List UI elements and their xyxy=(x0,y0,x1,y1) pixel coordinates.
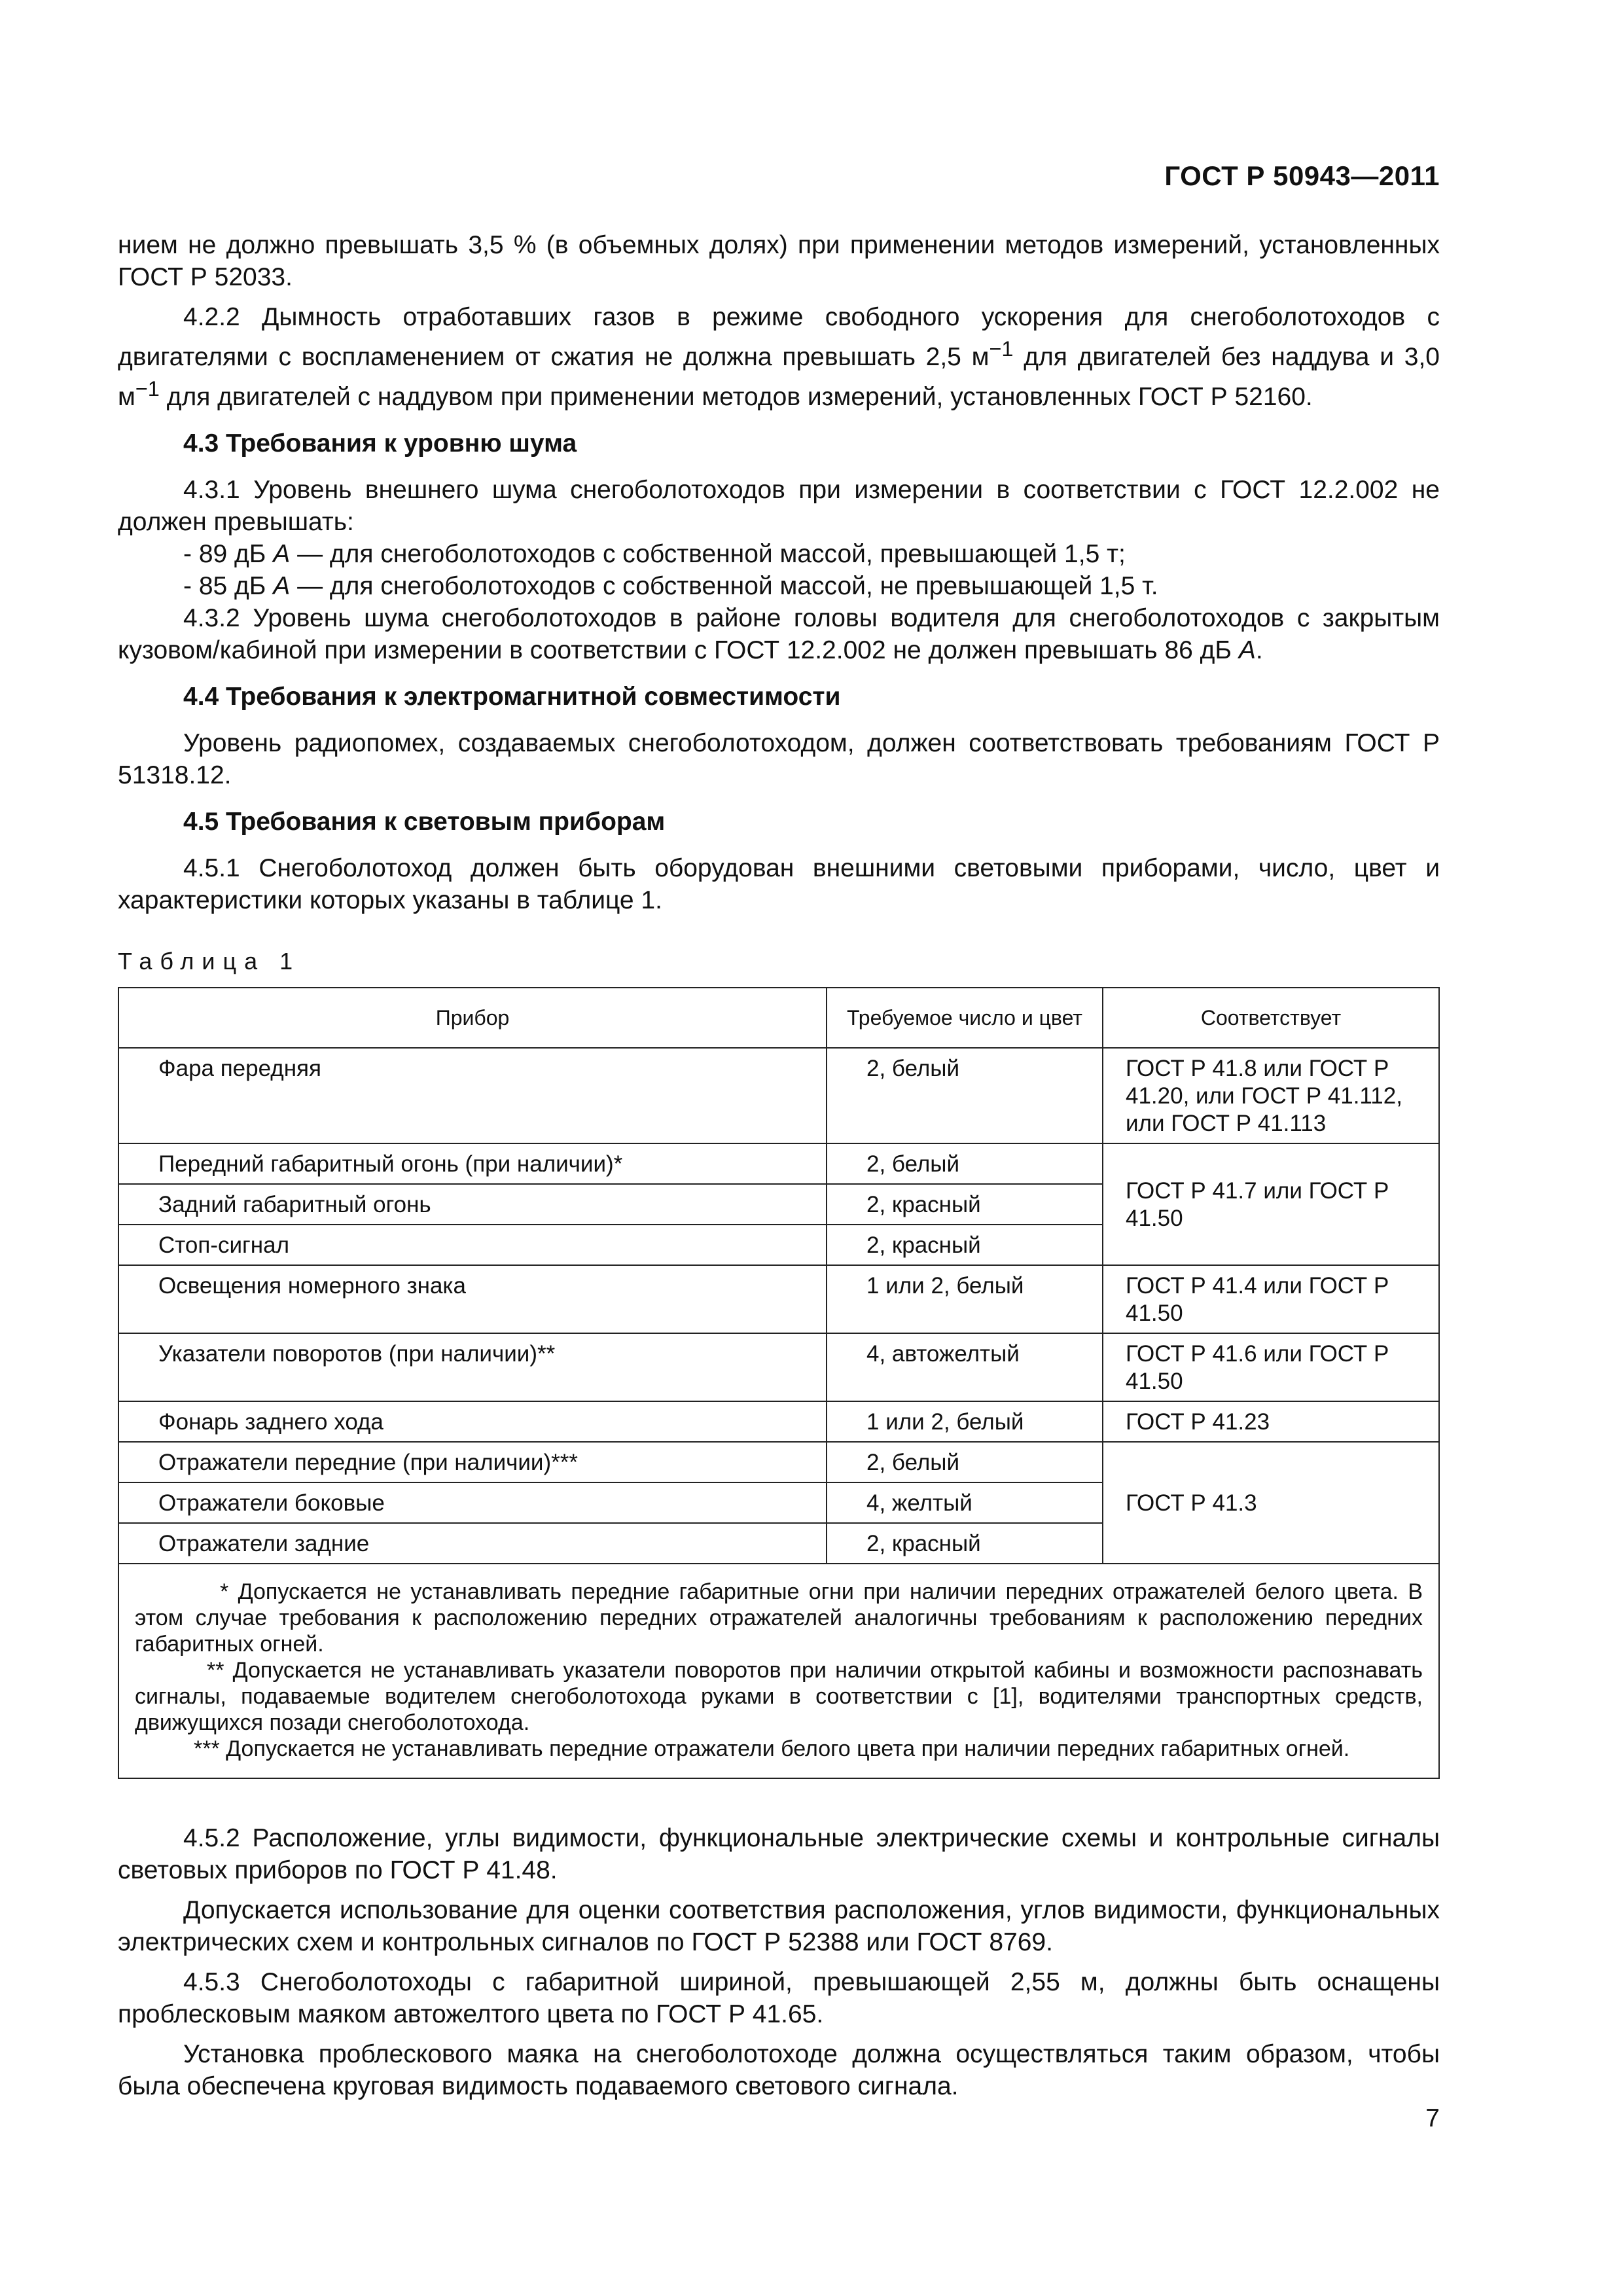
table-cell: 2, белый xyxy=(827,1442,1103,1482)
table-cell: ГОСТ Р 41.4 или ГОСТ Р 41.50 xyxy=(1103,1265,1439,1333)
document-body xyxy=(118,229,1440,2102)
table-cell: 1 или 2, белый xyxy=(827,1401,1103,1442)
table-cell: Отражатели задние xyxy=(118,1523,827,1564)
table-cell: ГОСТ Р 41.8 или ГОСТ Р 41.20, или ГОСТ Р 41.112, или ГОСТ Р 41.113 xyxy=(1103,1048,1439,1143)
section-heading-4-4: 4.4 Требования к электромагнитной совместимости xyxy=(183,683,841,711)
text-run: - 89 дБ xyxy=(183,540,274,568)
table-cell: 4, автожелтый xyxy=(827,1333,1103,1401)
text-run: 4.2.2 Дымность отработавших газов в режиме свободного ускорения для снегоболотоходов с двигателями с воспламенением от сжатия не должна превышать 2,5 м xyxy=(118,303,1440,371)
table-row xyxy=(118,1442,1439,1482)
table-note: * Допускается не устанавливать передние габаритные огни при наличии передних отражателей белого цвета. В этом случае требования к расположению передних отражателей аналогичны требованиям к расположению передних габаритных огней. xyxy=(135,1579,1423,1657)
text-run: 4.3.2 Уровень шума снегоболотоходов в районе головы водителя для снегоболотоходов с закрытым кузовом/кабиной при измерении в соответствии с ГОСТ 12.2.002 не должен превышать 86 дБ xyxy=(118,604,1440,664)
table-header-row xyxy=(118,988,1439,1048)
paragraph-4-4: Уровень радиопомех, создаваемых снегоболотоходом, должен соответствовать требованиям ГОСТ Р 51318.12. xyxy=(118,729,1440,789)
table-cell: Передний габаритный огонь (при наличии)* xyxy=(118,1143,827,1184)
table-cell: Отражатели передние (при наличии)*** xyxy=(118,1442,827,1482)
unit-italic: A xyxy=(1238,636,1256,664)
text-run: — для снегоболотоходов с собственной массой, превышающей 1,5 т; xyxy=(290,540,1126,568)
table-caption: Таблица 1 xyxy=(118,948,301,975)
table-row xyxy=(118,1143,1439,1184)
table-cell: 1 или 2, белый xyxy=(827,1265,1103,1333)
column-header-count-color: Требуемое число и цвет xyxy=(827,988,1103,1048)
paragraph-4-5-1: 4.5.1 Снегоболотоход должен быть оборудован внешними световыми приборами, число, цвет и характеристики которых указаны в таблице 1. xyxy=(118,854,1440,914)
table-notes-row xyxy=(118,1564,1439,1778)
table-cell: ГОСТ Р 41.6 или ГОСТ Р 41.50 xyxy=(1103,1333,1439,1401)
paragraph-continuation: нием не должно превышать 3,5 % (в объемных долях) при применении методов измерений, установленных ГОСТ Р 52033. xyxy=(118,231,1440,291)
text-run: для двигателей с наддувом при применении методов измерений, установленных ГОСТ Р 52160. xyxy=(159,383,1313,411)
table-cell: Фара передняя xyxy=(118,1048,827,1143)
column-header-device: Прибор xyxy=(118,988,827,1048)
table-cell: Указатели поворотов (при наличии)** xyxy=(118,1333,827,1401)
table-row xyxy=(118,1048,1439,1143)
table-cell: 2, белый xyxy=(827,1048,1103,1143)
text-run: . xyxy=(1255,636,1263,664)
paragraph-4-2-2 xyxy=(118,301,1440,413)
table-cell: ГОСТ Р 41.23 xyxy=(1103,1401,1439,1442)
column-header-standard: Соответствует xyxy=(1103,988,1439,1048)
table-cell: 2, красный xyxy=(827,1225,1103,1265)
paragraph-4-3-2 xyxy=(118,602,1440,666)
table-row xyxy=(118,1401,1439,1442)
table-cell: 4, желтый xyxy=(827,1482,1103,1523)
text-run: — для снегоболотоходов с собственной массой, не превышающей 1,5 т. xyxy=(290,572,1158,600)
text-run: для двигателей без наддува и 3,0 м xyxy=(118,343,1440,411)
document-page xyxy=(118,0,1440,2296)
paragraph-4-5-3: 4.5.3 Снегоболотоходы с габаритной шириной, превышающей 2,55 м, должны быть оснащены проблесковым маяком автожелтого цвета по ГОСТ Р 41.65. xyxy=(118,1968,1440,2028)
unit-italic: A xyxy=(273,572,291,600)
section-heading-4-3: 4.3 Требования к уровню шума xyxy=(183,429,577,457)
text-run: - 85 дБ xyxy=(183,572,274,600)
superscript: −1 xyxy=(989,337,1014,361)
table-notes xyxy=(118,1564,1439,1778)
table-cell-merged: ГОСТ Р 41.7 или ГОСТ Р 41.50 xyxy=(1103,1143,1439,1265)
section-heading-4-5: 4.5 Требования к световым приборам xyxy=(183,808,666,836)
table-cell: 2, белый xyxy=(827,1143,1103,1184)
table-row xyxy=(118,1265,1439,1333)
table-cell: 2, красный xyxy=(827,1523,1103,1564)
list-item xyxy=(118,538,1440,570)
unit-italic: A xyxy=(273,540,291,568)
table-note: *** Допускается не устанавливать передние отражатели белого цвета при наличии передних габаритных огней. xyxy=(194,1736,1350,1761)
lighting-table xyxy=(118,987,1440,1779)
table-cell-merged: ГОСТ Р 41.3 xyxy=(1103,1442,1439,1564)
table-cell: 2, красный xyxy=(827,1184,1103,1225)
table-cell: Стоп-сигнал xyxy=(118,1225,827,1265)
list-item xyxy=(118,570,1440,602)
table-cell: Отражатели боковые xyxy=(118,1482,827,1523)
table-cell: Фонарь заднего хода xyxy=(118,1401,827,1442)
table-note: ** Допускается не устанавливать указатели поворотов при наличии открытой кабины и возможности распознавать сигналы, подаваемые водителем снегоболотохода руками в соответствии с [1], водителями транспортных средств, движущихся позади снегоболотохода. xyxy=(135,1658,1423,1735)
paragraph: Установка проблескового маяка на снегоболотоходе должна осуществляться таким образом, чтобы была обеспечена круговая видимость подаваемого светового сигнала. xyxy=(118,2040,1440,2100)
paragraph-4-5-2: 4.5.2 Расположение, углы видимости, функциональные электрические схемы и контрольные сигналы световых приборов по ГОСТ Р 41.48. xyxy=(118,1824,1440,1884)
paragraph-4-3-1: 4.3.1 Уровень внешнего шума снегоболотоходов при измерении в соответствии с ГОСТ 12.2.002 не должен превышать: xyxy=(118,476,1440,536)
superscript: −1 xyxy=(135,377,160,401)
table-cell: Освещения номерного знака xyxy=(118,1265,827,1333)
paragraph: Допускается использование для оценки соответствия расположения, углов видимости, функциональных электрических схем и контрольных сигналов по ГОСТ Р 52388 или ГОСТ 8769. xyxy=(118,1896,1440,1956)
page-number: 7 xyxy=(1425,2104,1440,2132)
document-header: ГОСТ Р 50943—2011 xyxy=(1164,160,1440,191)
table-row xyxy=(118,1333,1439,1401)
table-cell: Задний габаритный огонь xyxy=(118,1184,827,1225)
